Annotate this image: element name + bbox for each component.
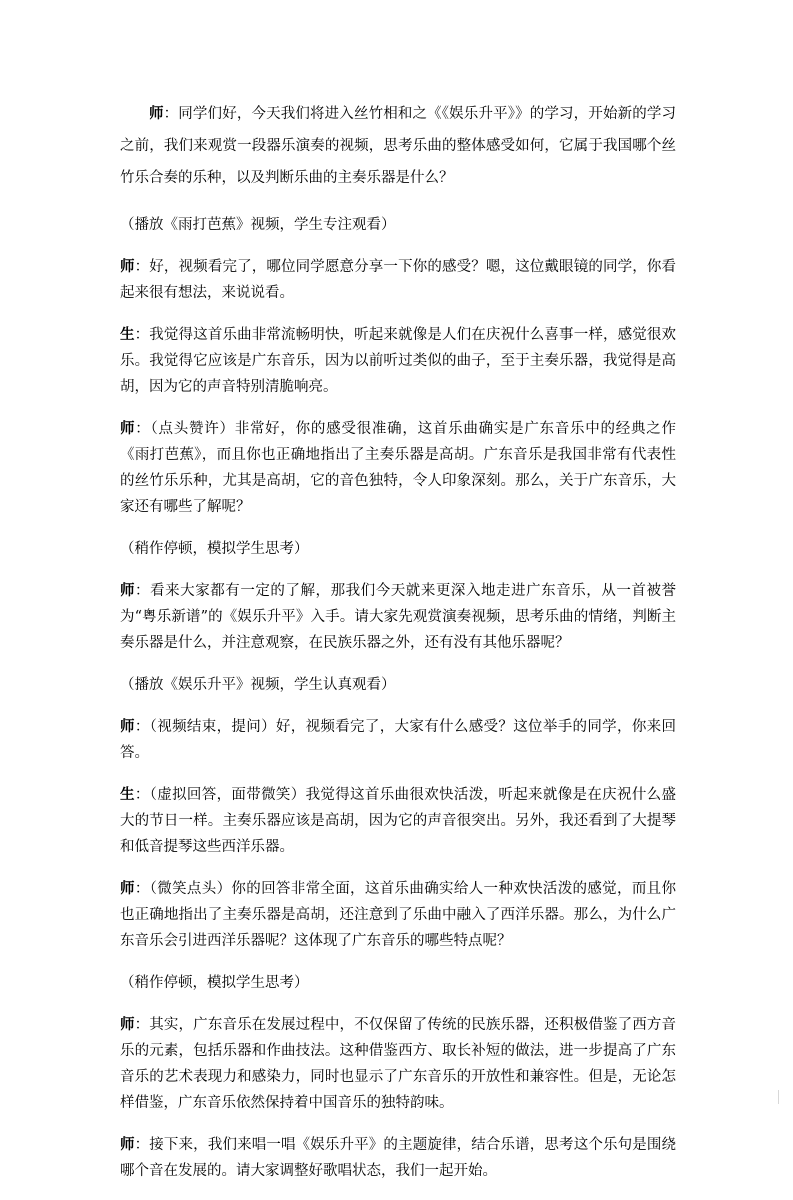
speaker-label: 师 [120, 719, 135, 735]
dialogue-text: ：看来大家都有一定的了解，那我们今天就来更深入地走进广东音乐，从一首被誉为“粤乐新谱”的《娱乐升平》入手。请大家先观赏演奏视频，思考乐曲的情绪，判断主奏乐器是什么，并注意观察，在民族乐器之外，还有没有其他乐器呢？ [120, 583, 677, 651]
speaker-label: 师 [120, 583, 136, 599]
dialogue-paragraph [120, 782, 676, 860]
speaker-label: 生 [120, 787, 135, 803]
dialogue-paragraph [120, 254, 676, 306]
speaker-label: 师 [120, 1137, 135, 1153]
dialogue-paragraph [120, 876, 676, 954]
dialogue-text: ：（虚拟回答，面带微笑）我觉得这首乐曲很欢快活泼，听起来就像是在庆祝什么盛大的节日一样。主奏乐器应该是高胡，因为它的声音很突出。另外，我还看到了大提琴和低音提琴这些西洋乐器。 [120, 787, 677, 855]
stage-direction: （稍作停顿，模拟学生思考） [120, 541, 309, 557]
speaker-label: 师 [120, 881, 135, 897]
dialogue-paragraph [120, 416, 676, 520]
document-body [120, 98, 676, 1200]
page-corner-mark [778, 1090, 779, 1104]
speaker-label: 师 [120, 259, 135, 275]
speaker-label: 生 [120, 327, 135, 343]
dialogue-text: ：接下来，我们来唱一唱《娱乐升平》的主题旋律，结合乐谱，思考这个乐句是围绕哪个音在发展的。请大家调整好歌唱状态，我们一起开始。 [120, 1137, 677, 1179]
speaker-label: 师 [149, 106, 164, 122]
dialogue-paragraph [120, 322, 676, 400]
dialogue-paragraph [120, 98, 676, 194]
stage-direction: （稍作停顿，模拟学生思考） [120, 975, 309, 991]
dialogue-text: ：好，视频看完了，哪位同学愿意分享一下你的感受？嗯，这位戴眼镜的同学，你看起来很有想法，来说说看。 [120, 259, 677, 301]
stage-direction: （播放《娱乐升平》视频，学生认真观看） [120, 677, 396, 693]
dialogue-text: ：（微笑点头）你的回答非常全面，这首乐曲确实给人一种欢快活泼的感觉，而且你也正确地指出了主奏乐器是高胡，还注意到了乐曲中融入了西洋乐器。那么，为什么广东音乐会引进西洋乐器呢？这体现了广东音乐的哪些特点呢？ [120, 881, 677, 949]
speaker-label: 师 [120, 1017, 135, 1033]
dialogue-text: ：我觉得这首乐曲非常流畅明快，听起来就像是人们在庆祝什么喜事一样，感觉很欢乐。我觉得它应该是广东音乐，因为以前听过类似的曲子，至于主奏乐器，我觉得是高胡，因为它的声音特别清脆响亮。 [120, 327, 677, 395]
dialogue-paragraph [120, 714, 676, 766]
dialogue-text: ：其实，广东音乐在发展过程中，不仅保留了传统的民族乐器，还积极借鉴了西方音乐的元素，包括乐器和作曲技法。这种借鉴西方、取长补短的做法，进一步提高了广东音乐的艺术表现力和感染力，同时也显示了广东音乐的开放性和兼容性。但是，无论怎样借鉴，广东音乐依然保持着中国音乐的独特韵味。 [120, 1017, 677, 1111]
dialogue-text: ：（视频结束，提问）好，视频看完了，大家有什么感受？这位举手的同学，你来回答。 [120, 719, 677, 761]
dialogue-paragraph [120, 1012, 676, 1116]
dialogue-text: ：（点头赞许）非常好，你的感受很准确，这首乐曲确实是广东音乐中的经典之作《雨打芭蕉》，而且你也正确地指出了主奏乐器是高胡。广东音乐是我国非常有代表性的丝竹乐乐种，尤其是高胡，它的音色独特，令人印象深刻。那么，关于广东音乐，大家还有哪些了解呢？ [120, 421, 677, 515]
stage-direction: （播放《雨打芭蕉》视频，学生专注观看） [120, 217, 396, 233]
dialogue-text: ：同学们好，今天我们将进入丝竹相和之《《娱乐升平》》的学习，开始新的学习之前，我们来观赏一段器乐演奏的视频，思考乐曲的整体感受如何，它属于我国哪个丝竹乐合奏的乐种，以及判断乐曲的主奏乐器是什么？ [120, 106, 676, 186]
speaker-label: 师 [120, 421, 136, 437]
dialogue-paragraph [120, 1132, 676, 1184]
dialogue-paragraph [120, 578, 676, 656]
